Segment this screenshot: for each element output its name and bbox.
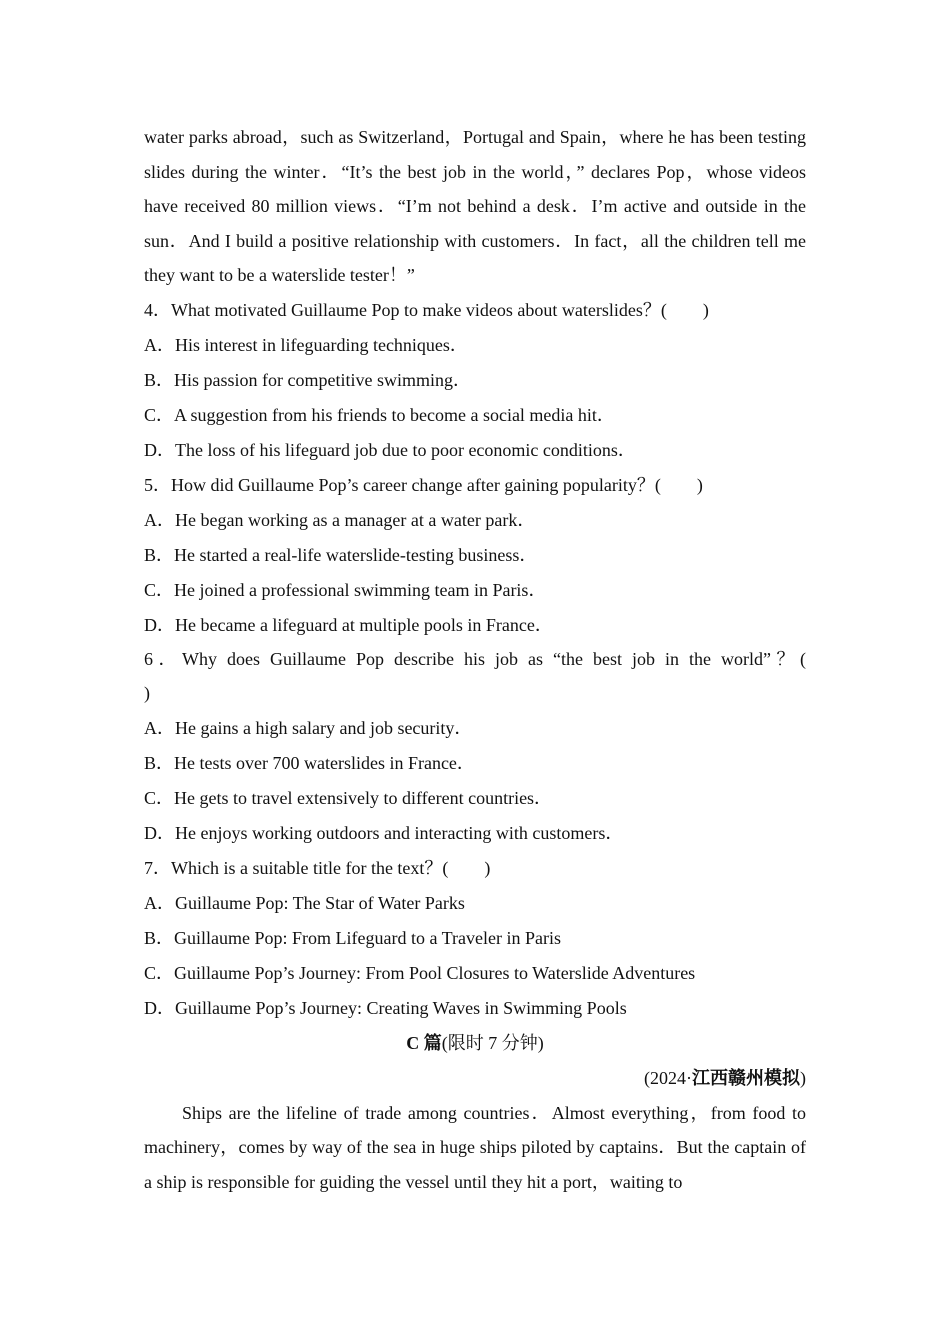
option-d: D．He enjoys working outdoors and interacting with customers． — [144, 822, 624, 843]
option-b: B．He tests over 700 waterslides in France． — [144, 752, 475, 773]
question-stem — [144, 643, 806, 676]
option-a: A．His interest in lifeguarding techniques． — [144, 334, 468, 355]
source-open: (2024· — [644, 1067, 692, 1088]
option-b: B．He started a real-life waterslide-testing business． — [144, 544, 538, 565]
section-c-time-limit: (限时 7 分钟) — [441, 1032, 544, 1053]
option-c: C．Guillaume Pop’s Journey: From Pool Closures to Waterslide Adventures — [144, 962, 696, 983]
section-c-title — [144, 1026, 806, 1061]
blank-close: ) — [696, 474, 703, 495]
question-stem — [144, 851, 806, 886]
question-4 — [144, 293, 806, 468]
option-d: D．He became a lifeguard at multiple pools in France． — [144, 614, 553, 635]
option-c: C．He joined a professional swimming team in Paris． — [144, 579, 547, 600]
option-a: A．He gains a high salary and job security． — [144, 717, 473, 738]
blank-close: ) — [702, 299, 709, 320]
option-c: C．A suggestion from his friends to become a social media hit． — [144, 404, 615, 425]
document-page — [144, 120, 806, 1199]
option-c: C．He gets to travel extensively to different countries． — [144, 787, 553, 808]
blank-close: ) — [144, 682, 150, 703]
question-text: Why does Guillaume Pop describe his job as “the best job in the world”？( — [182, 648, 807, 669]
question-number: 7． — [144, 857, 171, 878]
question-number: 4． — [144, 299, 171, 320]
question-stem — [144, 468, 806, 503]
section-c-label: C 篇 — [406, 1032, 442, 1053]
question-text: Which is a suitable title for the text？( — [171, 857, 449, 878]
option-d: D．Guillaume Pop’s Journey: Creating Waves in Swimming Pools — [144, 997, 627, 1018]
question-number: 6． — [144, 648, 183, 669]
source-location: 江西赣州模拟 — [692, 1067, 800, 1088]
question-7 — [144, 851, 806, 1026]
option-a: A．Guillaume Pop: The Star of Water Parks — [144, 892, 465, 913]
question-text: How did Guillaume Pop’s career change after gaining popularity？( — [171, 474, 661, 495]
passage-b-tail: water parks abroad，such as Switzerland，Portugal and Spain，where he has been testing slides during the winter．“It’s the best job in the world，” declares Pop，whose videos have received 80 million views．“I’m not behind a desk．I’m active and outside in the sun．And I build a positive relationship with customers．In fact，all the children tell me they want to be a waterslide tester！” — [144, 127, 806, 285]
section-c-source — [144, 1061, 806, 1096]
blank-close: ) — [484, 857, 491, 878]
option-b: B．Guillaume Pop: From Lifeguard to a Traveler in Paris — [144, 927, 561, 948]
question-number: 5． — [144, 474, 171, 495]
question-5 — [144, 468, 806, 643]
question-stem — [144, 293, 806, 328]
question-6 — [144, 643, 806, 851]
option-b: B．His passion for competitive swimming． — [144, 369, 471, 390]
source-close: ) — [800, 1067, 806, 1088]
option-a: A．He began working as a manager at a water park． — [144, 509, 536, 530]
section-c-paragraph: Ships are the lifeline of trade among countries．Almost everything，from food to machinery，comes by way of the sea in huge ships piloted by captains．But the captain of a ship is responsible for guiding the vessel until they hit a port，waiting to — [144, 1102, 806, 1192]
question-text: What motivated Guillaume Pop to make videos about waterslides？( — [171, 299, 667, 320]
option-d: D．The loss of his lifeguard job due to poor economic conditions． — [144, 439, 636, 460]
